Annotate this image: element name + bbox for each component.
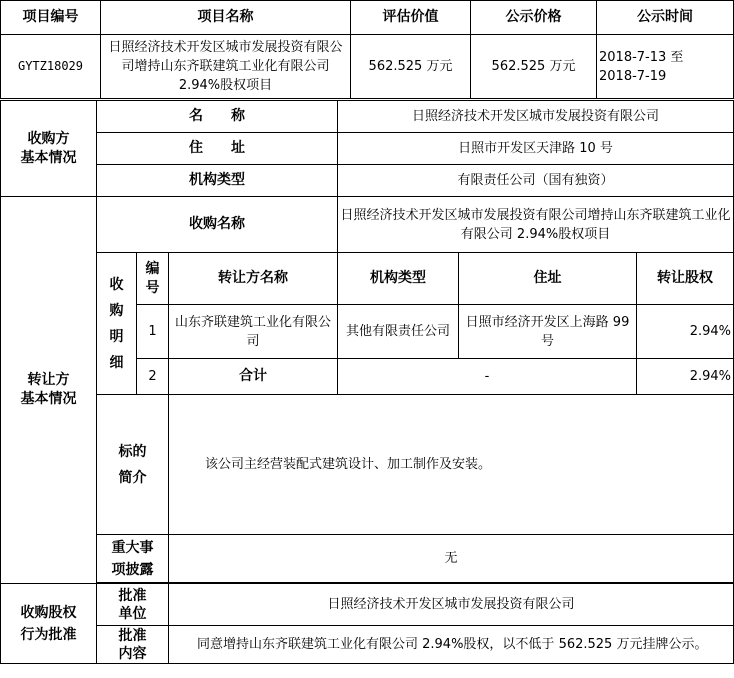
row-no: 1 bbox=[137, 305, 169, 359]
no-header: 编 号 bbox=[137, 253, 169, 305]
buyer-org-type-label: 机构类型 bbox=[97, 165, 338, 197]
detail-label: 收 购 明 细 bbox=[97, 253, 137, 395]
public-price-header: 公示价格 bbox=[471, 1, 597, 35]
approval-unit-label: 批准 单位 bbox=[97, 584, 169, 626]
row-transferor-name: 山东齐联建筑工业化有限公司 bbox=[169, 305, 338, 359]
project-summary-table bbox=[0, 0, 734, 99]
disclosure-label: 重大事 项披露 bbox=[97, 535, 169, 583]
disclosure-text: 无 bbox=[169, 535, 734, 583]
row-stake: 2.94% bbox=[637, 305, 734, 359]
project-no-header: 项目编号 bbox=[1, 1, 101, 35]
org-type-header: 机构类型 bbox=[338, 253, 459, 305]
acq-name: 日照经济技术开发区城市发展投资有限公司增持山东齐联建筑工业化有限公司 2.94%股权项目 bbox=[338, 197, 734, 253]
public-time-start: 2018-7-13 至 bbox=[599, 49, 684, 65]
project-name-header: 项目名称 bbox=[101, 1, 351, 35]
project-no: GYTZ18029 bbox=[1, 35, 101, 99]
buyer-name: 日照经济技术开发区城市发展投资有限公司 bbox=[338, 101, 734, 133]
detail-table bbox=[0, 100, 734, 664]
transferor-name-header: 转让方名称 bbox=[169, 253, 338, 305]
project-name: 日照经济技术开发区城市发展投资有限公司增持山东齐联建筑工业化有限公司 2.94%股权项目 bbox=[101, 35, 351, 99]
public-time-end: 2018-7-19 bbox=[599, 68, 667, 84]
buyer-name-label: 名 称 bbox=[97, 101, 338, 133]
approval-unit: 日照经济技术开发区城市发展投资有限公司 bbox=[169, 584, 734, 626]
row-total-address: - bbox=[338, 359, 637, 395]
approval-section-label: 收购股权 行为批准 bbox=[1, 584, 97, 664]
subject-text: 该公司主经营装配式建筑设计、加工制作及安装。 bbox=[169, 395, 734, 535]
buyer-org-type: 有限责任公司（国有独资） bbox=[338, 165, 734, 197]
transferor-section-label: 转让方 基本情况 bbox=[1, 197, 97, 584]
approval-content: 同意增持山东齐联建筑工业化有限公司 2.94%股权，以不低于 562.525 万元挂牌公示。 bbox=[169, 626, 734, 664]
stake-header: 转让股权 bbox=[637, 253, 734, 305]
public-price: 562.525 万元 bbox=[471, 35, 597, 99]
row-no: 2 bbox=[137, 359, 169, 395]
buyer-section-label: 收购方 基本情况 bbox=[1, 101, 97, 197]
buyer-address: 日照市开发区天津路 10 号 bbox=[338, 133, 734, 165]
subject-label: 标的 简介 bbox=[97, 395, 169, 535]
buyer-address-label: 住 址 bbox=[97, 133, 338, 165]
public-time-header: 公示时间 bbox=[597, 1, 734, 35]
valuation: 562.525 万元 bbox=[351, 35, 471, 99]
row-address: 日照市经济开发区上海路 99 号 bbox=[459, 305, 637, 359]
row-total-label: 合计 bbox=[169, 359, 338, 395]
valuation-header: 评估价值 bbox=[351, 1, 471, 35]
acq-name-label: 收购名称 bbox=[97, 197, 338, 253]
approval-content-label: 批准 内容 bbox=[97, 626, 169, 664]
row-total-stake: 2.94% bbox=[637, 359, 734, 395]
public-time bbox=[597, 35, 734, 99]
address-header: 住址 bbox=[459, 253, 637, 305]
row-org-type: 其他有限责任公司 bbox=[338, 305, 459, 359]
